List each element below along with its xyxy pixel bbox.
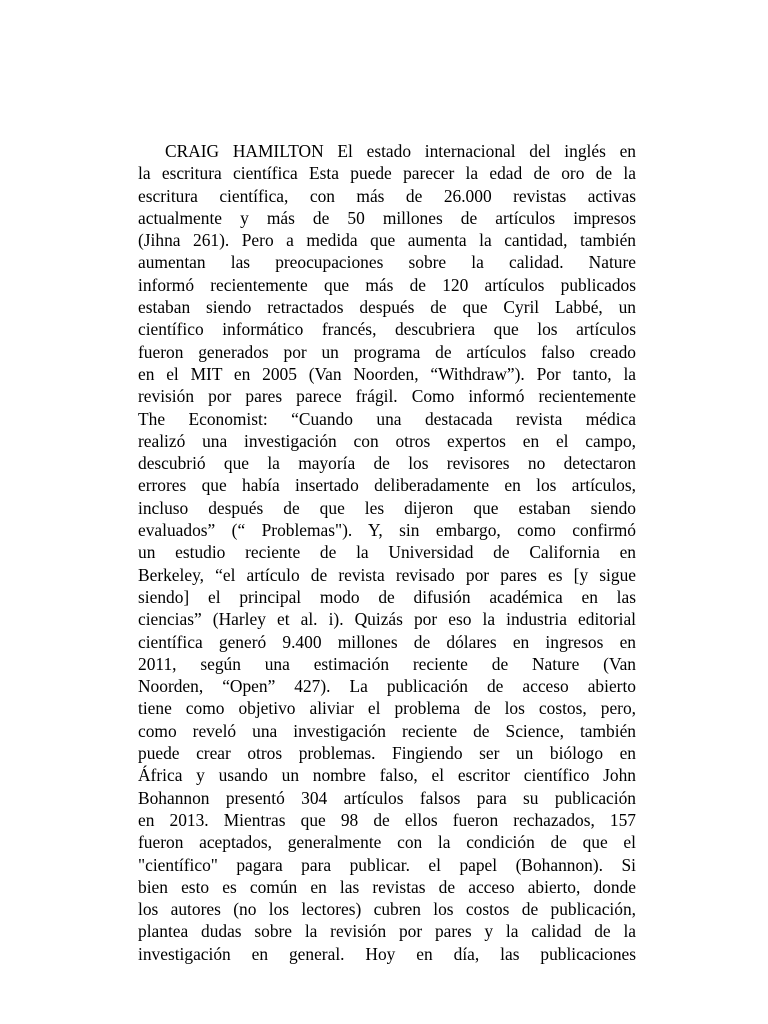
body-paragraph	[138, 140, 636, 965]
text-line: 2011, según una estimación reciente de Nature (Van	[138, 653, 636, 674]
text-line: investigación en general. Hoy en día, las publicaciones	[138, 943, 636, 964]
text-line: siendo] el principal modo de difusión académica en las	[138, 586, 636, 607]
text-line: África y usando un nombre falso, el escritor científico John	[138, 765, 636, 786]
text-line: fueron aceptados, generalmente con la condición de que el	[138, 832, 636, 853]
text-line: puede crear otros problemas. Fingiendo ser un biólogo en	[138, 743, 636, 764]
text-line: científico informático francés, descubriera que los artículos	[138, 319, 636, 340]
text-line: CRAIG HAMILTON El estado internacional del inglés en	[165, 141, 636, 161]
text-line: The Economist: “Cuando una destacada revista médica	[138, 408, 636, 429]
text-line: revisión por pares parece frágil. Como informó recientemente	[138, 386, 636, 407]
text-line: Berkeley, “el artículo de revista revisado por pares es [y sigue	[138, 564, 636, 585]
text-line: Bohannon presentó 304 artículos falsos para su publicación	[138, 787, 636, 808]
text-line: fueron generados por un programa de artículos falso creado	[138, 341, 636, 362]
text-line: evaluados” (“ Problemas"). Y, sin embargo, como confirmó	[138, 520, 636, 541]
text-line: Noorden, “Open” 427). La publicación de acceso abierto	[138, 676, 636, 697]
text-line: estaban siendo retractados después de que Cyril Labbé, un	[138, 297, 636, 318]
text-line: aumentan las preocupaciones sobre la calidad. Nature	[138, 252, 636, 273]
text-line: escritura científica, con más de 26.000 revistas activas	[138, 185, 636, 206]
text-line: informó recientemente que más de 120 artículos publicados	[138, 274, 636, 295]
text-line: errores que había insertado deliberadamente en los artículos,	[138, 475, 636, 496]
text-line: en 2013. Mientras que 98 de ellos fueron rechazados, 157	[138, 809, 636, 830]
text-line: (Jihna 261). Pero a medida que aumenta la cantidad, también	[138, 230, 636, 251]
text-line: incluso después de que les dijeron que estaban siendo	[138, 497, 636, 518]
text-line: actualmente y más de 50 millones de artículos impresos	[138, 207, 636, 228]
text-line: descubrió que la mayoría de los revisores no detectaron	[138, 453, 636, 474]
text-line: realizó una investigación con otros expertos en el campo,	[138, 430, 636, 451]
text-line: ciencias” (Harley et al. i). Quizás por eso la industria editorial	[138, 609, 636, 630]
text-line: la escritura científica Esta puede parecer la edad de oro de la	[138, 163, 636, 184]
text-line: bien esto es común en las revistas de acceso abierto, donde	[138, 876, 636, 897]
text-line: los autores (no los lectores) cubren los costos de publicación,	[138, 899, 636, 920]
text-line: plantea dudas sobre la revisión por pares y la calidad de la	[138, 921, 636, 942]
text-line: "científico" pagara para publicar. el papel (Bohannon). Si	[138, 854, 636, 875]
text-line: científica generó 9.400 millones de dólares en ingresos en	[138, 631, 636, 652]
text-line: un estudio reciente de la Universidad de California en	[138, 542, 636, 563]
text-line: tiene como objetivo aliviar el problema de los costos, pero,	[138, 698, 636, 719]
text-line: como reveló una investigación reciente de Science, también	[138, 720, 636, 741]
text-line: en el MIT en 2005 (Van Noorden, “Withdraw”). Por tanto, la	[138, 363, 636, 384]
